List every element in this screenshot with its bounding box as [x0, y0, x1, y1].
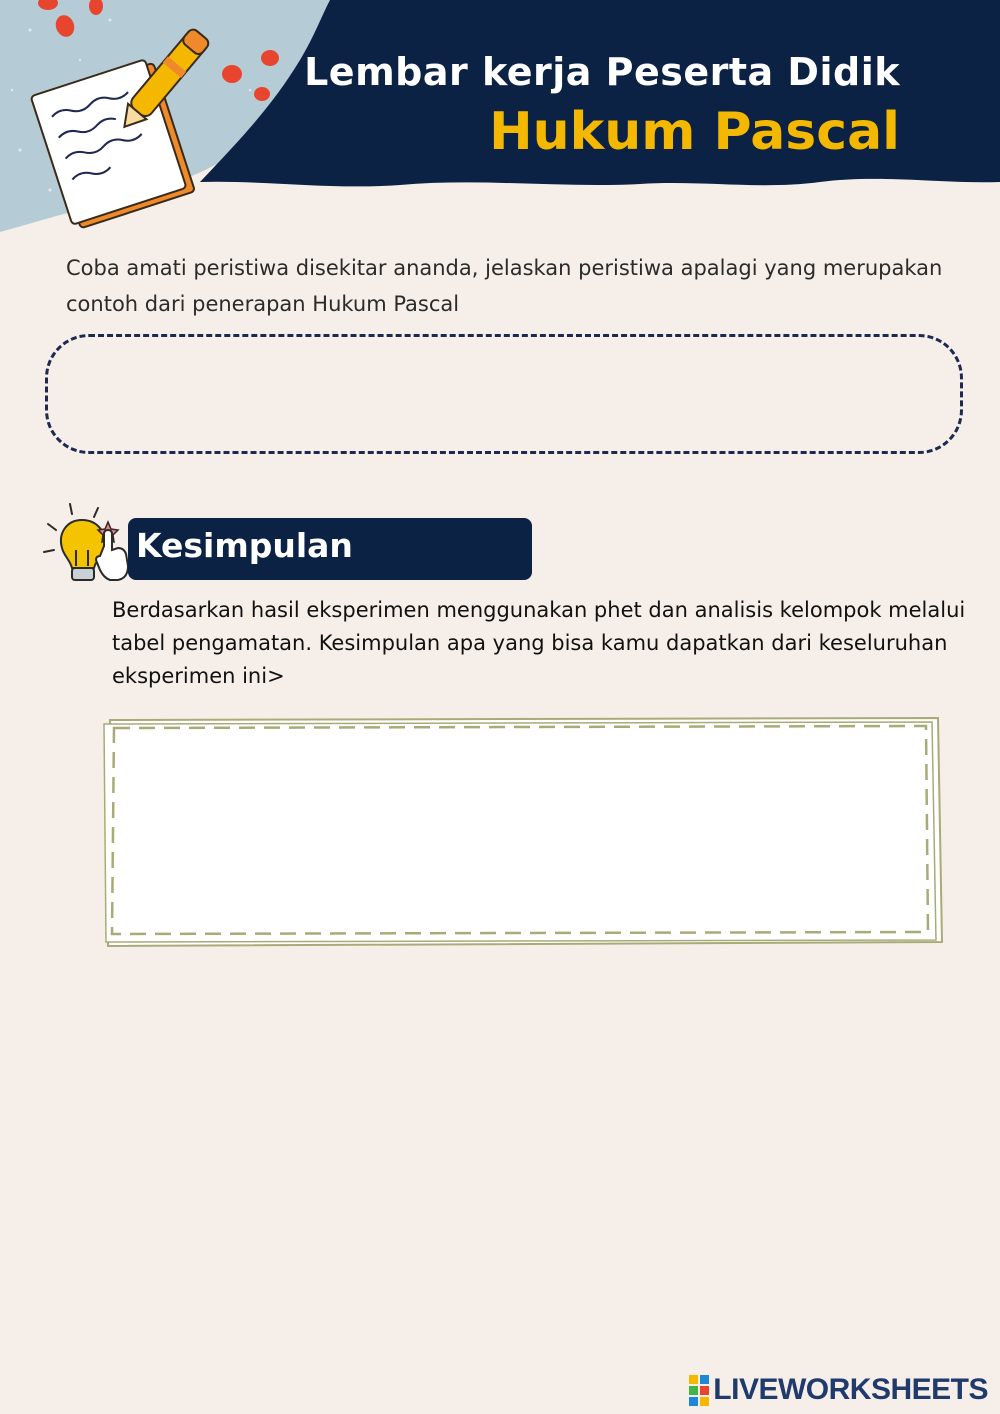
lightbulb-icon [38, 500, 138, 590]
liveworksheets-logo-icon [689, 1375, 709, 1406]
section-heading: Kesimpulan [136, 526, 353, 565]
question-text: Coba amati peristiwa disekitar ananda, jelaskan peristiwa apalagi yang merupakan contoh dari penerapan Hukum Pascal [66, 256, 943, 316]
footer-brand [689, 1373, 988, 1407]
conclusion-text: Berdasarkan hasil eksperimen menggunakan phet dan analisis kelompok melalui tabel pengamatan. Kesimpulan apa yang bisa kamu dapatkan dari keseluruhan eksperimen ini> [112, 598, 966, 688]
page-title: Lembar kerja Peserta Didik [304, 50, 900, 94]
brand-name: LIVEWORKSHEETS [713, 1373, 988, 1406]
answer-box-question[interactable] [45, 334, 963, 454]
page-subtitle: Hukum Pascal [489, 102, 900, 162]
answer-box-conclusion[interactable] [100, 712, 950, 957]
